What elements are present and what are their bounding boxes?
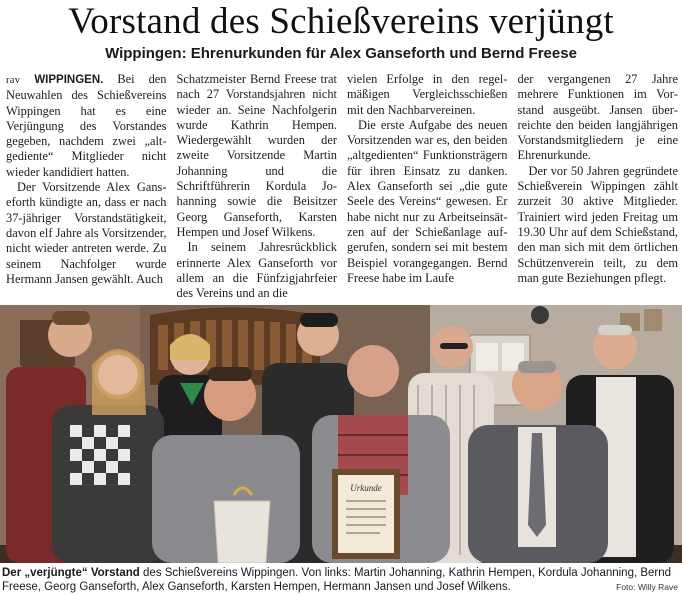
paragraph: vielen Erfolge in den regelmäßigen Vergleichsschießen mit den Nachbarvereinen.	[347, 72, 508, 117]
photo-credit: Foto: Willy Rave	[616, 582, 678, 592]
paragraph: Der vor 50 Jahren gegründete Schießverein Wippingen zählt zurzeit 30 aktive Mitglieder. Trainiert wird jeden Freitag um 19.30 Uhr auf dem Schießstand, den man sich mit dem örtlichen Schützenverein teilt, zu dem man gute Beziehungen pflegt.	[517, 163, 678, 285]
paragraph-text: Bei den Neuwahlen des Schießvereins Wippingen hat es eine Verjüngung des Vorstandes gegeben, nachdem zwei „altgediente“ Mitglieder nicht wieder kandidiert hatten.	[6, 72, 167, 179]
dateline: WIPPINGEN.	[34, 74, 104, 86]
paragraph: Schatzmeister Bernd Freese trat nach 27 Vorstandsjahren nicht wieder an. Seine Nachfolgerin wurde Kathrin Hempen. Wiedergewählt wurden der zweite Vorsitzende Martin Johanning und die Schriftführerin Kordula Johanning sowie die Beisitzer Georg Ganseforth, Karsten Hempen und Josef Wilkens.	[176, 72, 337, 239]
text-column-1	[6, 72, 167, 297]
text-column-2	[176, 72, 338, 301]
text-column-4	[518, 72, 679, 297]
headline: Vorstand des Schießvereins verjüngt	[68, 1, 614, 42]
group-photo	[0, 305, 682, 563]
group-photo-illustration	[0, 305, 682, 563]
caption-text: des Schießvereins Wippingen. Von links: Martin Johanning, Kathrin Hempen, Kordula Johanning, Bernd Freese, Georg Ganseforth, Alex Ganseforth, Karsten Hempen, Hermann Jansen und Josef Wilkens.	[2, 567, 672, 594]
subheadline: Wippingen: Ehrenurkunden für Alex Ganseforth und Bernd Freese	[105, 45, 577, 62]
certificate-label: Urkunde	[350, 483, 382, 493]
paragraph: Der Vorsitzende Alex Ganseforth kündigte an, dass er nach 37-jähriger Vorstandstätigkeit, davon elf Jahre als Vorsitzender, nicht wieder antreten werde. Zu seinem Nachfolger wurde Hermann Jansen gewählt. Auch	[6, 180, 167, 286]
text-column-3	[347, 72, 508, 297]
paragraph: der vergangenen 27 Jahre mehrere Funktionen im Vorstand ausgeübt. Jansen überreichte den beiden langjährigen Vorstandsmitgliedern je eine Ehrenurkunde.	[517, 72, 678, 163]
paragraph	[6, 72, 167, 180]
caption-lead: Der „verjüngte“ Vorstand	[2, 567, 140, 579]
article-body	[6, 72, 678, 301]
photo-caption	[2, 566, 680, 594]
paragraph: Die erste Aufgabe des neuen Vorsitzenden war es, den beiden „altgedienten“ Funktionsträgern für ihren Einsatz zu danken. Alex Ganseforth sei „die gute Seele des Vereins“ gewesen. Er habe nicht nur zu Arbeitseinsätzen auf der Schießanlage aufgerufen, sondern sei mit bestem Beispiel vorangegangen. Bernd Freese habe im Laufe	[347, 117, 508, 285]
author-initials: rav	[6, 75, 21, 86]
paragraph: In seinem Jahresrückblick erinnerte Alex Ganseforth vor allem an die Fünfzigjahrfeier des Vereins und an die	[176, 240, 337, 301]
